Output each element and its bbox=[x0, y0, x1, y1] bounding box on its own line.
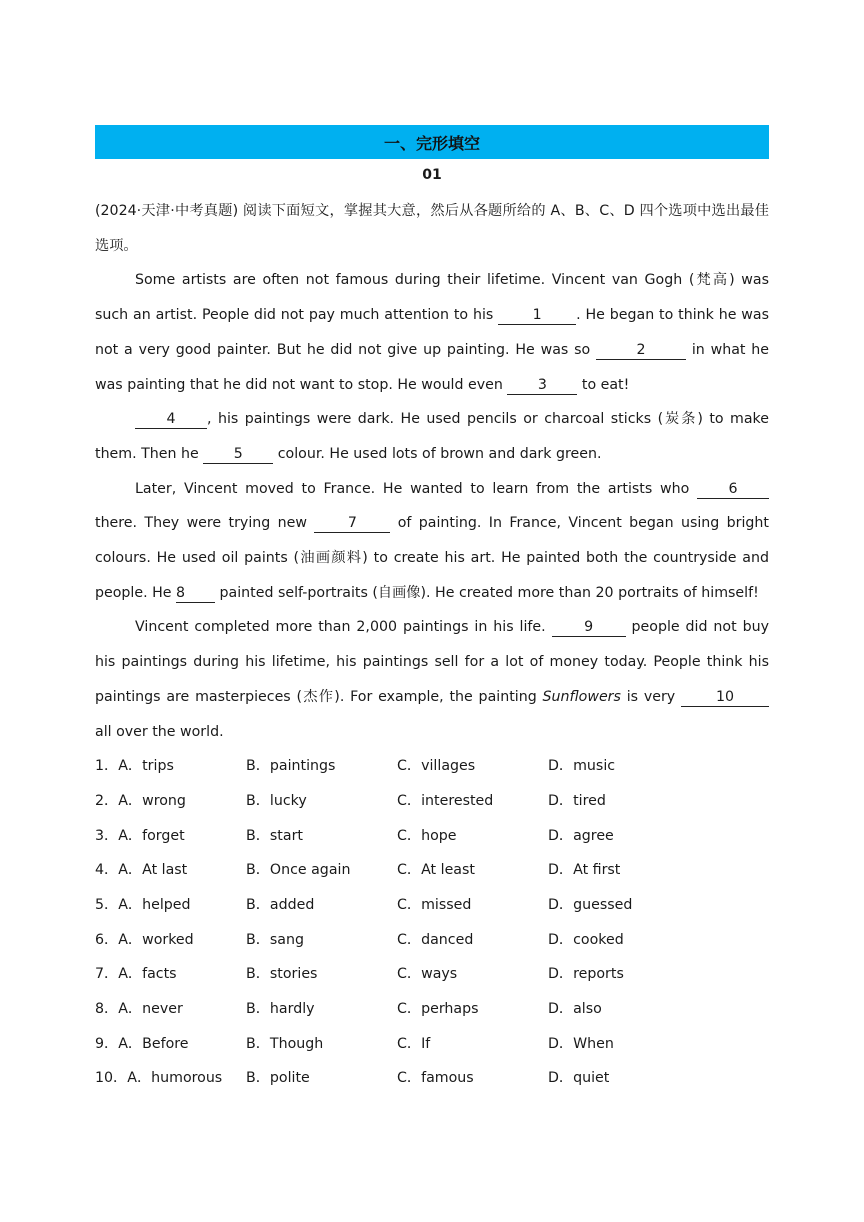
option-row bbox=[95, 992, 769, 1027]
paragraph-1 bbox=[95, 263, 769, 402]
question-content bbox=[95, 194, 769, 1096]
option-choice[interactable]: B．added bbox=[246, 897, 315, 913]
option-choice[interactable]: D．quiet bbox=[548, 1070, 610, 1087]
option-choice[interactable]: 4．A．At last bbox=[95, 862, 188, 879]
blank-6: 6 bbox=[697, 480, 769, 499]
blank-10: 10 bbox=[681, 688, 769, 707]
option-choice[interactable]: C．hope bbox=[397, 827, 457, 844]
text: there. They were trying new bbox=[95, 515, 315, 532]
option-choice[interactable]: C．interested bbox=[397, 792, 494, 809]
instructions: (2024·天津·中考真题) 阅读下面短文，掌握其大意，然后从各题所给的 A、B、C、D 四个选项中选出最佳选项。 bbox=[95, 203, 769, 254]
text: to eat! bbox=[577, 376, 630, 393]
option-choice[interactable]: B．stories bbox=[246, 966, 318, 983]
text: Vincent completed more than 2,000 paintings in his life. bbox=[135, 619, 552, 636]
paragraph-3 bbox=[95, 472, 769, 611]
option-choice[interactable]: B．start bbox=[246, 827, 303, 844]
blank-2: 2 bbox=[596, 341, 686, 360]
option-choice[interactable]: 8．A．never bbox=[95, 1001, 183, 1018]
text: people did not buy his paintings during his lifetime, his paintings sell for a lot of money today. People think his paintings are masterpieces (杰作). For example, the painting bbox=[95, 619, 769, 705]
option-choice[interactable]: C．If bbox=[397, 1035, 431, 1052]
option-choice[interactable]: B．polite bbox=[246, 1070, 310, 1087]
blank-3: 3 bbox=[507, 376, 577, 395]
artwork-title: Sunflowers bbox=[542, 688, 621, 705]
option-row bbox=[95, 923, 769, 958]
option-choice[interactable]: 7．A．facts bbox=[95, 966, 177, 983]
blank-4: 4 bbox=[135, 410, 207, 429]
question-number: 01 bbox=[422, 167, 442, 183]
option-choice[interactable]: C．famous bbox=[397, 1070, 474, 1087]
option-row bbox=[95, 819, 769, 854]
text: of painting. In France, Vincent began using bright colours. He used oil paints (油画颜料) to create his art. He painted both the countryside and people. He bbox=[95, 515, 769, 601]
paragraph-4 bbox=[95, 610, 769, 749]
text: , his paintings were dark. He used pencils or charcoal sticks (炭条) to make them. Then he bbox=[95, 411, 769, 462]
option-choice[interactable]: D．tired bbox=[548, 792, 606, 809]
text: Some artists are often not famous during their lifetime. Vincent van Gogh (梵高) was such an artist. People did not pay much attention to his bbox=[95, 272, 769, 324]
blank-8: 8 bbox=[176, 584, 215, 603]
blank-1: 1 bbox=[498, 306, 576, 325]
option-choice[interactable]: B．Though bbox=[246, 1035, 324, 1052]
blank-5: 5 bbox=[203, 445, 273, 464]
option-choice[interactable]: D．music bbox=[548, 758, 616, 775]
option-choice[interactable]: B．Once again bbox=[246, 862, 351, 879]
option-row bbox=[95, 1061, 769, 1096]
text: in what he was painting that he did not want to stop. He would even bbox=[95, 341, 769, 393]
option-choice[interactable]: 6．A．worked bbox=[95, 931, 194, 948]
option-choice[interactable]: D．agree bbox=[548, 827, 614, 844]
option-choice[interactable]: 1．A．trips bbox=[95, 758, 174, 775]
option-choice[interactable]: C．ways bbox=[397, 966, 458, 983]
text: is very bbox=[620, 688, 681, 705]
option-choice[interactable]: D．When bbox=[548, 1035, 614, 1052]
option-row bbox=[95, 784, 769, 819]
text: colour. He used lots of brown and dark green. bbox=[273, 445, 602, 462]
option-choice[interactable]: B．sang bbox=[246, 931, 305, 948]
option-choice[interactable]: 9．A．Before bbox=[95, 1035, 189, 1052]
option-choice[interactable]: D．also bbox=[548, 1001, 602, 1018]
option-choice[interactable]: C．perhaps bbox=[397, 1001, 479, 1018]
blank-7: 7 bbox=[314, 514, 390, 533]
paragraph-2 bbox=[95, 402, 769, 471]
option-choice[interactable]: 2．A．wrong bbox=[95, 792, 186, 809]
option-choice[interactable]: B．hardly bbox=[246, 1001, 315, 1018]
section-title: 一、完形填空 bbox=[383, 133, 480, 153]
text: . He began to think he was not a very good painter. But he did not give up painting. He was so bbox=[95, 307, 769, 358]
answer-options bbox=[95, 749, 769, 1096]
text: all over the world. bbox=[95, 723, 224, 740]
option-choice[interactable]: D．At first bbox=[548, 862, 621, 879]
option-choice[interactable]: D．reports bbox=[548, 966, 624, 983]
option-row bbox=[95, 957, 769, 992]
option-choice[interactable]: D．guessed bbox=[548, 897, 633, 913]
option-choice[interactable]: 10．A．humorous bbox=[95, 1070, 223, 1087]
option-choice[interactable]: B．paintings bbox=[246, 758, 336, 775]
option-row bbox=[95, 749, 769, 784]
option-choice[interactable]: C．missed bbox=[397, 897, 472, 913]
option-choice[interactable]: D．cooked bbox=[548, 931, 624, 948]
text: painted self-portraits (自画像). He created more than 20 portraits of himself! bbox=[215, 584, 759, 601]
option-choice[interactable]: C．At least bbox=[397, 862, 475, 879]
section-banner bbox=[95, 125, 769, 159]
option-choice[interactable]: B．lucky bbox=[246, 792, 307, 809]
option-choice[interactable]: 3．A．forget bbox=[95, 827, 185, 844]
option-row bbox=[95, 888, 769, 923]
blank-9: 9 bbox=[552, 618, 626, 637]
option-row bbox=[95, 853, 769, 888]
text: Later, Vincent moved to France. He wanted to learn from the artists who bbox=[135, 480, 697, 497]
option-choice[interactable]: C．villages bbox=[397, 758, 476, 775]
option-row bbox=[95, 1027, 769, 1062]
option-choice[interactable]: C．danced bbox=[397, 931, 474, 948]
option-choice[interactable]: 5．A．helped bbox=[95, 897, 191, 913]
